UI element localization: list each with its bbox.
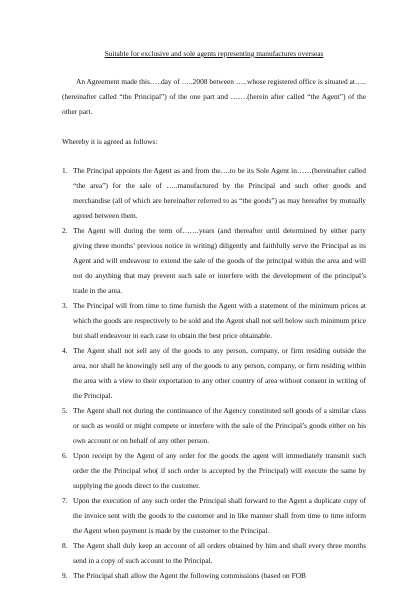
clause-text: The Agent shall duly keep an account of all orders obtained by him and shall every three months send in a copy of such account to the Principal. (73, 541, 366, 565)
clause-number: 3. (62, 301, 68, 310)
clause-text: The Agent will during the term of…….years (and thereafter until determined by either party giving three months’ previous notice in writing) diligently and faithfully serve the Principal as its Agent and will endeavour to extend the sale of the goods of the principal within the area and will not do anything that may prevent such sale or interfere with the development of the principal’s trade in the area. (73, 226, 366, 295)
clause-item (62, 568, 366, 583)
intro-paragraph: An Agreement made this…..day of …..2008 between …..whose registered office is situated at…..(hereinafter called “the Principal”) of the one part and …….(herein after called “the Agent”) of the other part. (62, 77, 366, 116)
clause-item (62, 343, 366, 403)
clause-item (62, 538, 366, 568)
clause-item (62, 403, 366, 448)
clause-item (62, 298, 366, 343)
clause-text: Upon receipt by the Agent of any order for the goods the agent will immediately transmit such order the the Principal who( if such order is accepted by the Principal) will execute the same by supplying the goods direct to the customer. (73, 451, 366, 490)
clause-number: 5. (62, 406, 68, 415)
clause-text: Upon the execution of any such order the Principal shall forward to the Agent a duplicate copy of the invoice sent with the goods to the customer and in like manner shall from time to time inform the Agent when payment is made by the customer to the Principal. (73, 496, 366, 535)
clause-list (62, 163, 366, 583)
clause-number: 9. (62, 571, 68, 580)
clause-text: The Principal shall allow the Agent the following commissions (based on FOB (73, 571, 306, 580)
clause-number: 8. (62, 541, 68, 550)
clause-text: The Agent shall not during the continuance of the Agency constituted sell goods of a similar class or such as would or might compete or interfere with the sale of the Principal’s goods either on his own account or on behalf of any other person. (73, 406, 366, 445)
clause-item (62, 163, 366, 223)
clause-number: 2. (62, 226, 68, 235)
clause-item (62, 223, 366, 298)
whereby-line: Whereby it is agreed as follows: (62, 137, 158, 146)
clause-item (62, 448, 366, 493)
clause-number: 6. (62, 451, 68, 460)
clause-text: The Agent shall not sell any of the goods to any person, company, or firm residing outside the area, nor shall he knowingly sell any of the goods to any person, company, or firm residing within the area with a view to their exportation to any other country of area without consent in writing of the Principal. (73, 346, 366, 400)
document-heading: Suitable for exclusive and sole agents representing manufactures overseas (104, 49, 324, 58)
clause-number: 7. (62, 496, 68, 505)
clause-number: 4. (62, 346, 68, 355)
clause-item (62, 493, 366, 538)
clause-number: 1. (62, 166, 68, 175)
clause-text: The Principal appoints the Agent as and from the….to be its Sole Agent in……(hereinafter called “the area”) for the sale of …..manufactured by the Principal and such other goods and merchandise (all of which are hereinafter referred to as “the goods”) as may hereafter by mutually agreed between them. (73, 166, 366, 220)
clause-text: The Principal will from time to time furnish the Agent with a statement of the minimum prices at which the goods are respectively to be sold and the Agent shall not sell below such minimum price but shall endeavour in each case to obtain the best price obtainable. (73, 301, 366, 340)
